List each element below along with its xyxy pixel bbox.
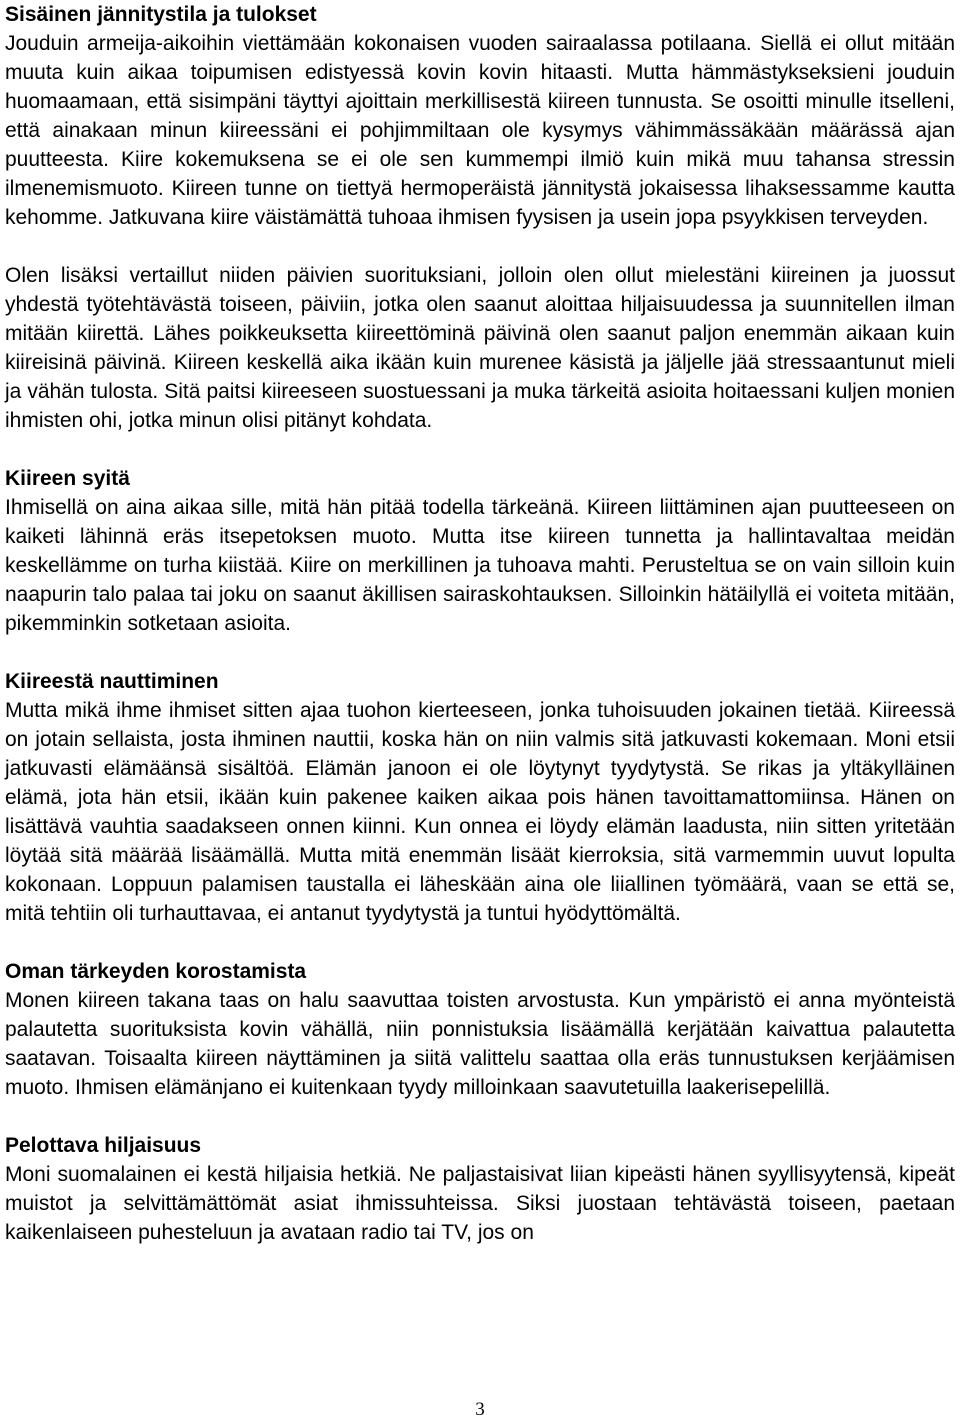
section-heading: Pelottava hiljaisuus [5,1134,202,1157]
section-gap [5,638,955,667]
section-heading: Kiireestä nauttiminen [5,670,219,693]
paragraph: Mutta mikä ihme ihmiset sitten ajaa tuohon kierteeseen, jonka tuhoisuuden jokainen tietää. Kiireessä on jotain sellaista, josta ihminen nauttii, koska hän on niin valmis sitä jatkuvasti kokemaan. Moni etsii jatkuvasti elämäänsä sisältöä. Elämän janoon ei ole löytynyt tyydytystä. Se rikas ja yltäkylläinen elämä, jota hän etsii, ikään kuin pakenee kaiken aikaa pois hänen tavoittamattomiinsa. Hänen on lisättävä vauhtia saadakseen onnen kiinni. Kun onnea ei löydy elämän laadusta, niin sitten yritetään löytää sitä määrää lisäämällä. Mutta mitä enemmän lisäät kierroksia, sitä varmemmin uuvut lopulta kokonaan. Loppuun palamisen taustalla ei läheskään aina ole liiallinen työmäärä, vaan se että se, mitä tehtiin oli turhauttavaa, ei antanut tyydytystä ja tuntui hyödyttömältä. [5,699,955,925]
section-causes-of-hurry [5,464,955,638]
section-gap [5,928,955,957]
section-enjoying-hurry [5,667,955,928]
section-heading: Oman tärkeyden korostamista [5,960,307,983]
paragraph: Moni suomalainen ei kestä hiljaisia hetkiä. Ne paljastaisivat liian kipeästi hänen syyllisyytensä, kipeät muistot ja selvittämättömät asiat ihmissuhteissa. Siksi juostaan tehtävästä toiseen, paetaan kaikenlaiseen puhesteluun ja avataan radio tai TV, jos on [5,1163,955,1244]
paragraph-gap [5,232,955,261]
paragraph: Ihmisellä on aina aikaa sille, mitä hän pitää todella tärkeänä. Kiireen liittäminen ajan puutteeseen on kaiketi lähinnä eräs itsepetoksen muoto. Mutta itse kiireen tunnetta ja hallintavaltaa meidän keskellämme on turha kiistää. Kiire on merkillinen ja tuhoava mahti. Perusteltua se on vain silloin kuin naapurin talo palaa tai joku on saanut äkillisen sairaskohtauksen. Silloinkin hätäilyllä ei voiteta mitään, pikemminkin sotketaan asioita. [5,496,955,635]
section-self-importance [5,957,955,1102]
section-frightening-silence [5,1131,955,1247]
section-gap [5,435,955,464]
document-page [5,0,955,1247]
section-gap [5,1102,955,1131]
paragraph: Olen lisäksi vertaillut niiden päivien suorituksiani, jolloin olen ollut mielestäni kiireinen ja juossut yhdestä työtehtävästä toiseen, päiviin, jotka olen saanut aloittaa hiljaisuudessa ja suunnitellen ilman mitään kiirettä. Lähes poikkeuksetta kiireettöminä päivinä olen saanut paljon enemmän aikaan kuin kiireisinä päivinä. Kiireen keskellä aika ikään kuin murenee käsistä ja jäljelle jää stressaantunut mieli ja vähän tulosta. Sitä paitsi kiireeseen suostuessani ja muka tärkeitä asioita hoitaessani kuljen monien ihmisten ohi, jotka minun olisi pitänyt kohdata. [5,264,955,432]
section-heading: Sisäinen jännitystila ja tulokset [5,3,317,26]
paragraph: Jouduin armeija-aikoihin viettämään kokonaisen vuoden sairaalassa potilaana. Siellä ei ollut mitään muuta kuin aikaa toipumisen edistyessä kovin kovin hitaasti. Mutta hämmästykseksieni jouduin huomaamaan, että sisimpäni täyttyi ajoittain merkillisestä kiireen tunnusta. Se osoitti minulle itselleni, että ainakaan minun kiireessäni ei pohjimmiltaan ole kysymys vähimmässäkään määrässä ajan puutteesta. Kiire kokemuksena se ei ole sen kummempi ilmiö kuin mikä muu tahansa stressin ilmenemismuoto. Kiireen tunne on tiettyä hermoperäistä jännitystä jokaisessa lihaksessamme kautta kehomme. Jatkuvana kiire väistämättä tuhoaa ihmisen fyysisen ja usein jopa psyykkisen terveyden. [5,32,955,229]
section-inner-tension [5,0,955,435]
section-heading: Kiireen syitä [5,467,130,490]
page-number: 3 [475,1399,485,1420]
paragraph: Monen kiireen takana taas on halu saavuttaa toisten arvostusta. Kun ympäristö ei anna myönteistä palautetta suorituksista kovin vähällä, niin ponnistuksia lisäämällä kerjätään kaivattua palautetta saatavan. Toisaalta kiireen näyttäminen ja siitä valittelu saattaa olla eräs tunnustuksen kerjäämisen muoto. Ihmisen elämänjano ei kuitenkaan tyydy milloinkaan saavutetuilla laakerisepelillä. [5,989,955,1099]
